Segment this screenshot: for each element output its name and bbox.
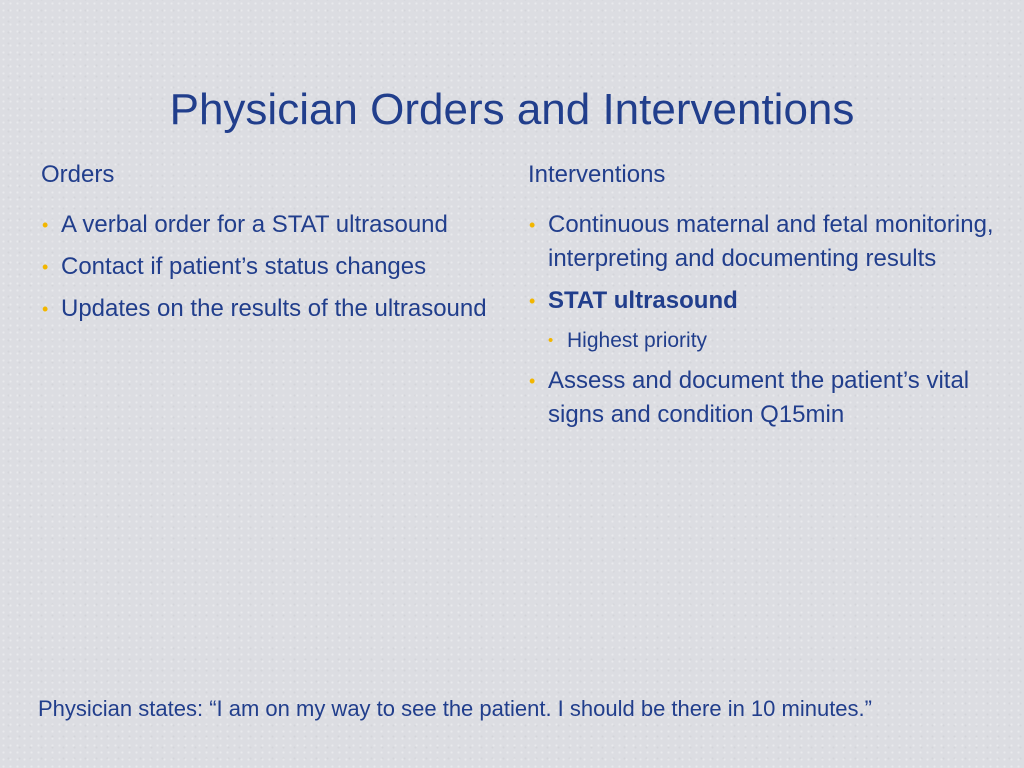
orders-item-verbal-order (41, 208, 501, 242)
list-item-text: Highest priority (567, 329, 708, 352)
bullet-icon: • (42, 257, 49, 277)
bullet-icon: • (529, 215, 536, 235)
list-item-text: Assess and document the patient’s vital signs and condition Q15min (548, 367, 970, 428)
list-item-text: A verbal order for a STAT ultrasound (61, 211, 448, 238)
bullet-icon: • (42, 215, 49, 235)
orders-list (41, 208, 501, 334)
orders-heading: Orders (41, 161, 115, 188)
interventions-list (528, 208, 998, 440)
physician-statement: Physician states: “I am on my way to see the patient. I should be there in 10 minutes.” (38, 696, 872, 721)
bullet-icon: • (548, 332, 554, 349)
interventions-subitem-priority (547, 326, 998, 356)
list-item-text: Contact if patient’s status changes (61, 253, 427, 280)
interventions-item-monitoring (528, 208, 998, 276)
bullet-icon: • (529, 291, 536, 311)
list-item-text: STAT ultrasound (548, 287, 738, 314)
orders-item-contact (41, 250, 501, 284)
bullet-icon: • (42, 299, 49, 319)
orders-item-updates (41, 292, 501, 326)
list-item-text: Continuous maternal and fetal monitoring, interpreting and documenting results (548, 211, 994, 272)
bullet-icon: • (529, 371, 536, 391)
interventions-item-stat-ultrasound (528, 284, 998, 318)
interventions-item-vital-signs (528, 364, 998, 432)
list-item-text: Updates on the results of the ultrasound (61, 295, 487, 322)
interventions-heading: Interventions (528, 161, 666, 188)
slide-title: Physician Orders and Interventions (169, 85, 855, 134)
